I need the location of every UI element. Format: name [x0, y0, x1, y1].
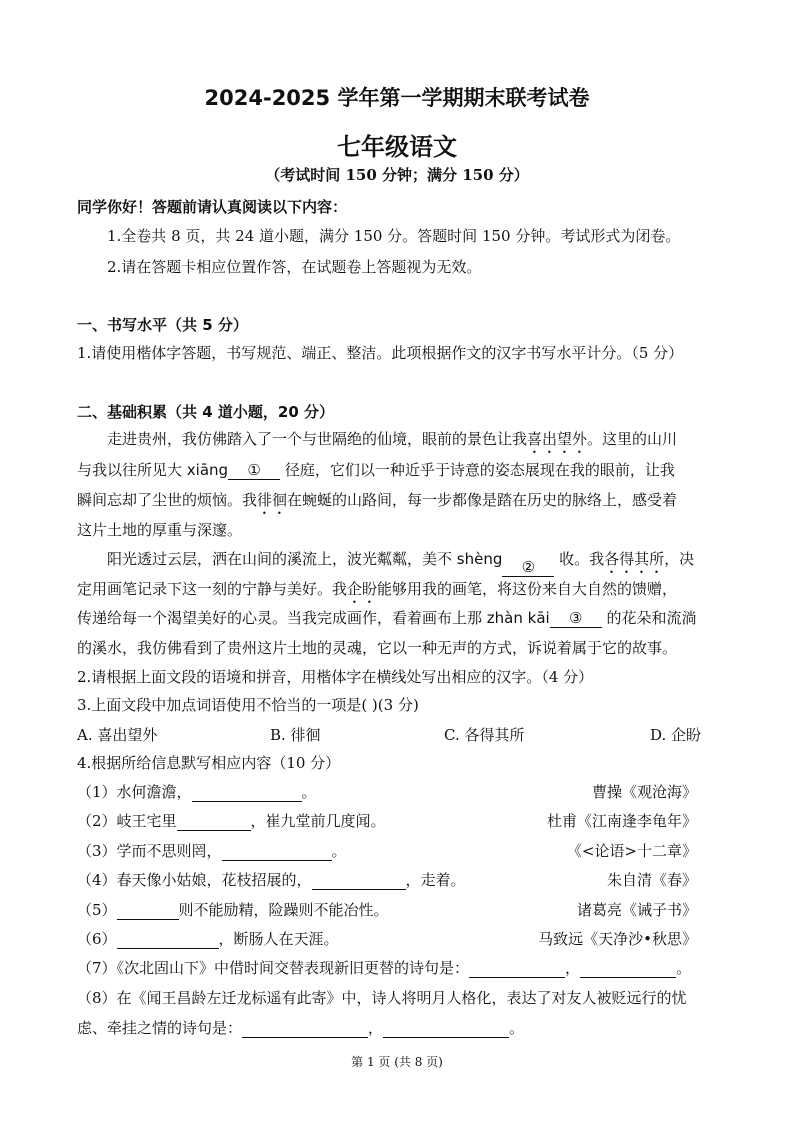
q4-item-7: （7）《次北固山下》中借时间交替表现新旧更替的诗句是： ， 。 — [77, 959, 692, 977]
blank-2[interactable]: ② — [502, 558, 554, 577]
q4-source-4: 朱自清《春》 — [606, 871, 697, 889]
dotted-word-a: 喜出望外 — [527, 430, 588, 448]
pinyin-3: zhàn kāi — [486, 609, 550, 627]
question-1: 1.请使用楷体字答题，书写规范、端正、整洁。此项根据作文的汉字书写水平计分。（5 分） — [77, 344, 684, 362]
q4-item-1: （1）水何澹澹， 。 — [77, 783, 317, 801]
question-3: 3.上面文段中加点词语使用不恰当的一项是( )(3 分) — [77, 696, 419, 714]
q4-blank-5[interactable] — [117, 901, 179, 920]
passage-1-line-3: 瞬间忘却了尘世的烦恼。我徘徊在蜿蜒的山路间，每一步都像是踏在历史的脉络上，感受着 — [77, 491, 678, 509]
q4-source-5: 诸葛亮《诫子书》 — [576, 901, 697, 919]
passage-1-line-4: 这片土地的厚重与深邃。 — [77, 521, 243, 539]
q4-source-2: 杜甫《江南逢李龟年》 — [546, 812, 697, 830]
passage-1-line-1: 走进贵州，我仿佛踏入了一个与世隔绝的仙境，眼前的景色让我喜出望外。这里的山川 — [107, 430, 678, 448]
q4-blank-8a[interactable] — [242, 1019, 368, 1038]
dotted-word-c: 各得其所 — [604, 550, 665, 568]
notice-item-1: 1.全卷共 8 页，共 24 道小题，满分 150 分。答题时间 150 分钟。考试形式为闭卷。 — [107, 227, 681, 245]
q4-item-6: （6） ，断肠人在天涯。 — [77, 930, 339, 948]
q4-source-3: 《<论语>十二章》 — [566, 842, 697, 860]
notice-item-2: 2.请在答题卡相应位置作答，在试题卷上答题视为无效。 — [107, 258, 482, 276]
section-2-heading: 二、基础积累（共 4 道小题，20 分） — [77, 403, 334, 421]
passage-1-line-2: 与我以往所见大 xiāng ① 径庭，它们以一种近乎于诗意的姿态展现在我的眼前，让我 — [77, 461, 675, 479]
dotted-word-d: 企盼 — [347, 580, 378, 598]
q4-item-4: （4）春天像小姑娘，花枝招展的， ，走着。 — [77, 871, 466, 889]
passage-2-line-3: 传递给每一个渴望美好的心灵。当我完成画作，看着画布上那 zhàn kāi ③ 的花朵和流淌 — [77, 609, 697, 627]
question-2: 2.请根据上面文段的语境和拼音，用楷体字在横线处写出相应的汉字。（4 分） — [77, 668, 594, 686]
q4-item-5: （5） 则不能励精，险躁则不能冶性。 — [77, 901, 389, 919]
pinyin-1: xiāng — [186, 461, 229, 479]
q4-blank-4[interactable] — [312, 871, 406, 890]
q4-source-1: 曹操《观沧海》 — [591, 783, 697, 801]
q3-option-a[interactable]: A. 喜出望外 — [77, 726, 158, 744]
q3-option-d[interactable]: D. 企盼 — [650, 726, 702, 744]
dotted-word-b: 徘徊 — [257, 491, 288, 509]
blank-3[interactable]: ③ — [550, 609, 602, 628]
q4-blank-6[interactable] — [117, 930, 219, 949]
page-footer: 第 1 页 (共 8 页) — [351, 1055, 443, 1069]
q4-blank-7b[interactable] — [580, 959, 676, 978]
question-4: 4.根据所给信息默写相应内容（10 分） — [77, 754, 341, 772]
q4-blank-2[interactable] — [177, 812, 251, 831]
q3-option-b[interactable]: B. 徘徊 — [270, 726, 321, 744]
q4-item-8-line-2: 虑、牵挂之情的诗句是： ， 。 — [77, 1019, 525, 1037]
q4-blank-3[interactable] — [222, 842, 332, 861]
q4-blank-8b[interactable] — [383, 1019, 509, 1038]
exam-title: 2024-2025 学年第一学期期末联考试卷 — [204, 86, 590, 110]
exam-subject: 七年级语文 — [337, 133, 457, 161]
exam-time: （考试时间 150 分钟；满分 150 分） — [265, 166, 529, 184]
pinyin-2: shèng — [456, 550, 503, 568]
blank-1[interactable]: ① — [228, 461, 280, 480]
passage-2-line-4: 的溪水，我仿佛看到了贵州这片土地的灵魂，它以一种无声的方式，诉说着属于它的故事。 — [77, 639, 678, 657]
q4-blank-1[interactable] — [192, 783, 302, 802]
passage-2-line-1: 阳光透过云层，洒在山间的溪流上，波光粼粼，美不 shèng ② 收。我各得其所，决 — [107, 550, 695, 576]
q4-source-6: 马致远《天净沙•秋思》 — [538, 930, 697, 948]
q4-item-3: （3）学而不思则罔， 。 — [77, 842, 347, 860]
q4-item-8-line-1: （8）在《闻王昌龄左迁龙标遥有此寄》中，诗人将明月人格化，表达了对友人被贬远行的忧 — [77, 989, 687, 1007]
q3-option-c[interactable]: C. 各得其所 — [444, 726, 525, 744]
passage-2-line-2: 定用画笔记录下这一刻的宁静与美好。我企盼能够用我的画笔，将这份来自大自然的馈赠， — [77, 580, 678, 598]
q4-item-2: （2）岐王宅里 ，崔九堂前几度闻。 — [77, 812, 386, 830]
section-1-heading: 一、书写水平（共 5 分） — [77, 316, 248, 334]
q4-blank-7a[interactable] — [469, 959, 565, 978]
notice-heading: 同学你好！答题前请认真阅读以下内容： — [77, 198, 348, 216]
